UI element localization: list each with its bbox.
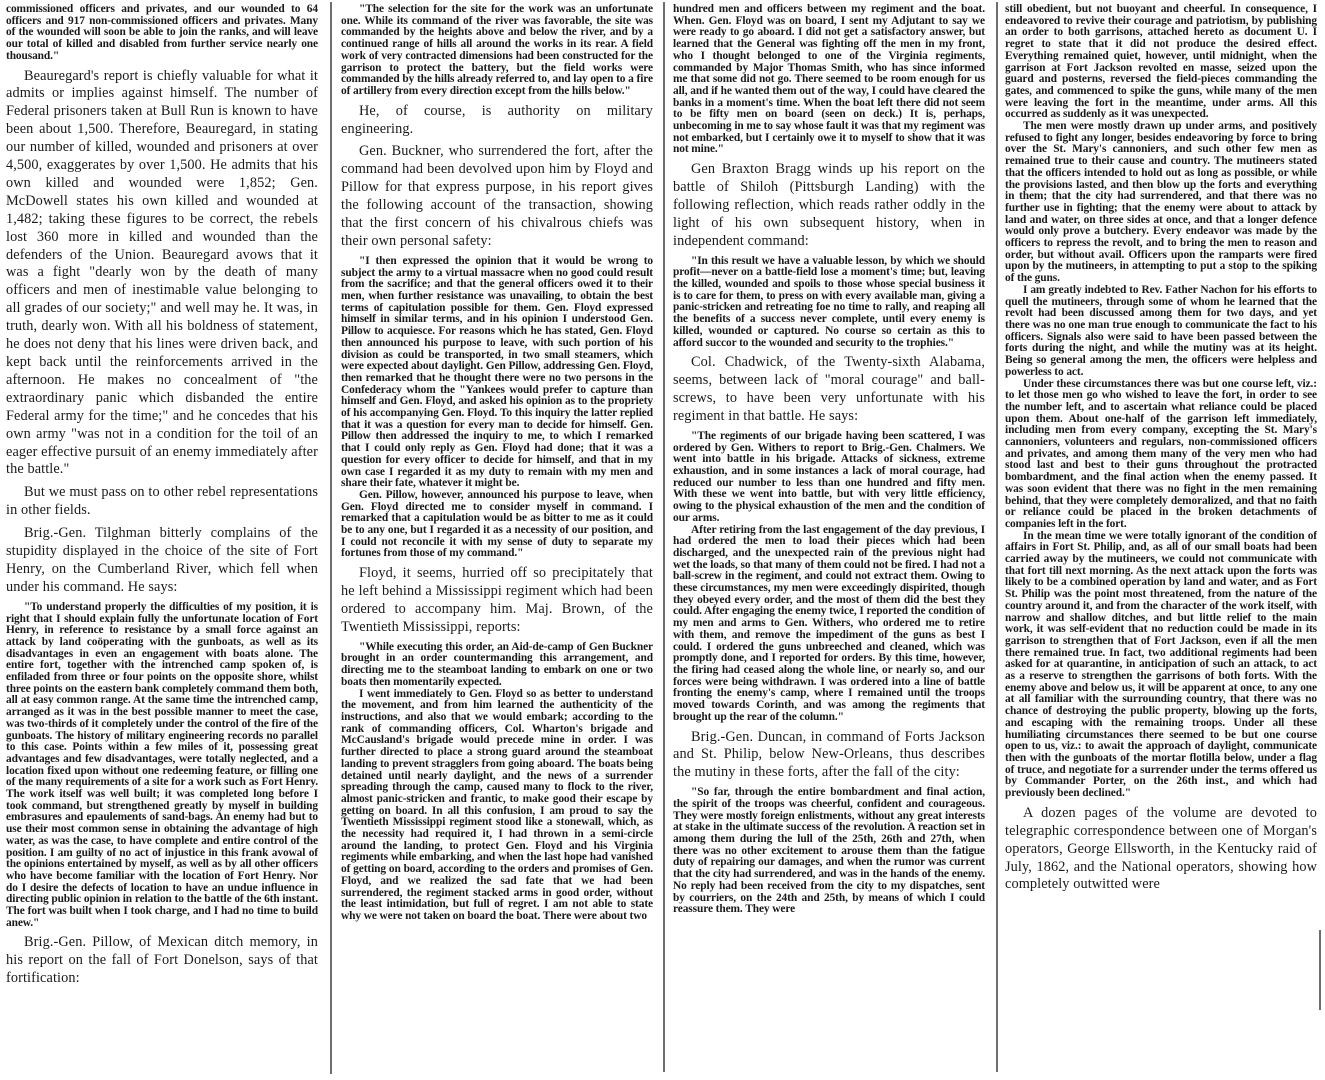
quote-paragraph: hundred men and officers between my regiment and the boat. When. Gen. Floyd was on board, I sent my Adjutant to say we were ready to go aboard. I did not get a satisfactory answer, but learned that the General was fighting off the men in my front, who I thought belonged to one of the Virginia regiments, commanded by Major Thomas Smith, who has since informed me that some did not go. There seemed to be room enough for us all, and if he wanted them out of the way, I could have cleared the banks in a moment's time. When the boat left there did not seem to be fifty men on board (seen on deck.) It is, perhaps, unbecoming in me to say whose fault it was that my regiment was not embarked, but I certainly owe it to myself to show that it was not mine." — [673, 3, 985, 156]
quote-paragraph: "The selection for the site for the work was an unfortunate one. While its command of the river was favorable, the site was commanded by the heights above and below the river, and by a continued range of hills all around the works in its rear. A field work of very contracted dimensions had been constructed for the garrison to protect the battery, but the field works were commanded by the hills already referred to, and lay open to a fire of artillery from every direction except from the hills below." — [341, 3, 653, 97]
column-2 — [341, 4, 653, 923]
body-paragraph: Col. Chadwick, of the Twenty-sixth Alabama, seems, between lack of "moral courage" and ball-screws, to have been very unfortunate with his regiment in that battle. He says: — [673, 354, 985, 425]
quote-paragraph: "So far, through the entire bombardment and final action, the spirit of the troops was cheerful, confident and courageous. They were mostly foreign enlistments, without any great interests at stake in the ultimate success of the revolution. A reaction set in among them during the lull of the 25th, 26th and 27th, when there was no other excitement to arouse them than the fatigue duty of repairing our damages, and when the rumor was current that the city had surrendered, and was in the hands of the enemy. No reply had been received from the city to my dispatches, sent by courriers, on the 24th and 25th, by means of which I could reassure them. They were — [673, 786, 985, 916]
quote-paragraph: Under these circumstances there was but one course left, viz.: to let those men go who wished to leave the fort, in order to see the number left, and to ascertain what reliance could be placed upon them. About one-half of the garrison left immediately, including men from every company, excepting the St. Mary's cannoniers, volunteers and regulars, non-commissioned officers and privates, and among them many of the very men who had stood last and best to their guns throughout the protracted bombardment, and the final action when the enemy passed. It was soon evident that there was no fight in the men remaining behind, that they were completely demoralized, and that no faith or reliance could be placed in the broken detachments of companies left in the fort. — [1005, 377, 1317, 530]
body-paragraph: A dozen pages of the volume are devoted to telegraphic correspondence between one of Morgan's operators, George Ellsworth, in the Kentucky raid of July, 1862, and the National operators, showing how completely outwitted were — [1005, 804, 1317, 893]
column-rule — [996, 2, 998, 1072]
quote-paragraph: "To understand properly the difficulties of my position, it is right that I should explain fully the unfortunate location of Fort Henry, in reference to resistance by a small force against an attack by land coöperating with the gunboats, as well as its disadvantages in even an engagement with boats alone. The entire fort, together with the intrenched camp spoken of, is enfiladed from three or four points on the opposite shore, whilst three points on the eastern bank completely command them both, all at easy common range. At the same time the intrenched camp, arranged as it was in the best possible manner to meet the case, was two-thirds of it completely under the control of the fire of the gunboats. The history of military engineering records no parallel to this case. Points within a few miles of it, possessing great advantages and few disadvantages, were totally neglected, and a location fixed upon without one redeeming feature, or filling one of the many requirements of a site for a work such as Fort Henry. The work itself was well built; it was completed long before I took command, but strengthened greatly by myself in building embrasures and epaulements of sand-bags. An enemy had but to use their most common sense in obtaining the advantage of high water, as was the case, to have complete and entire control of the position. I am guilty of no act of injustice in this frank avowal of the opinions entertained by myself, as well as by all other officers who have become familiar with the location of Fort Henry. Nor do I desire the defects of location to have an undue influence in directing public opinion in relation to the battle of the 6th instant. The fort was built when I took charge, and I had no time to build anew." — [6, 600, 318, 929]
quote-paragraph: After retiring from the last engagement of the day previous, I had ordered the men to load their pieces which had been discharged, and the unexpected rain of the previous night had wet the loads, so that many of them could not be fired. I had not a ball-screw in the regiment, and could not extract them. Owing to these circumstances, my men were exceedingly dispirited, though they obeyed every order, and the most of them did the best they could. After engaging the enemy twice, I reported the condition of my men and arms to Gen. Withers, who ordered me to retire with them, and remove the impediment of the guns as best I could. I ordered the guns unbreeched and cleaned, which was promptly done, and I reported for orders. By this time, however, the firing had ceased along the whole line, or nearly so, and our forces were being withdrawn. I was ordered into a line of battle fronting the enemy's camp, where I remained until the troops moved towards Corinth, and was among the regiments that brought up the rear of the column." — [673, 523, 985, 723]
quote-paragraph: "The regiments of our brigade having been scattered, I was ordered by Gen. Withers to report to Brig.-Gen. Chalmers. We went into battle in his brigade. Attacks of sickness, extreme exhaustion, and in some instances a lack of moral courage, had reduced our number to less than one hundred and fifty men. With these we went into battle, but with very little efficiency, owing to the physical exhaustion of the men and the condition of our arms. — [673, 429, 985, 524]
quote-paragraph: "While executing this order, an Aid-de-camp of Gen Buckner brought in an order countermanding this arrangement, and directing me to the steamboat landing to embark on one or two boats then momentarily expected. — [341, 640, 653, 688]
body-paragraph: Brig.-Gen. Pillow, of Mexican ditch memory, in his report on the fall of Fort Donelson, says of that fortification: — [6, 934, 318, 987]
quote-paragraph: I went immediately to Gen. Floyd so as better to understand the movement, and from him learned the authenticity of the instructions, and also that we would embark; according to the rank of commanding officers, Col. Wharton's brigade and McCausland's brigade would precede mine in order. I was further directed to place a strong guard around the steamboat landing to prevent stragglers from going aboard. The boats being detained until nearly daylight, and the news of a surrender spreading through the camp, caused many to flock to the river, almost panic-stricken and frantic, to make good their escape by getting on board. In all this confusion, I am proud to say the Twentieth Mississippi regiment stood like a stonewall, which, as the necessity had required it, I had thrown in a semi-circle around the landing, to protect Gen. Floyd and his Virginia regiments while embarking, and when the last hope had vanished of getting on board, according to the orders and promises of Gen. Floyd, and we realized the sad fate that we had been surrendered, the regiment stacked arms in good order, without the least intimidation, but full of regret. I am not able to state why we were not taken on board the boat. There were about two — [341, 687, 653, 922]
quote-paragraph: I am greatly indebted to Rev. Father Nachon for his efforts to quell the mutineers, through some of whom he learned that the revolt had been discussed among them for two days, and yet there was no one man true enough to communicate the fact to his officers. Signals also were said to have been passed between the forts during the night, and while the mutiny was at its height. Being so general among the men, the officers were helpless and powerless to act. — [1005, 283, 1317, 378]
quote-paragraph: "In this result we have a valuable lesson, by which we should profit—never on a battle-field lose a moment's time; but, leaving the killed, wounded and spoils to those whose special business it is to care for them, to press on with every available man, giving a panic-stricken and retreating foe no time to rally, and reaping all the benefits of a success never complete, until every enemy is killed, wounded or captured. No course so certain as this to afford succor to the wounded and security to the trophies." — [673, 254, 985, 349]
quote-paragraph: Gen. Pillow, however, announced his purpose to leave, when Gen. Floyd directed me to consider myself in command. I remarked that a capitulation would be as bitter to me as it could be to any one, but I regarded it as a necessity of our position, and I could not reconcile it with my sense of duty to separate my fortunes from those of my command." — [341, 488, 653, 560]
body-paragraph: Gen Braxton Bragg winds up his report on the battle of Shiloh (Pittsburgh Landing) with the following reflection, which reads rather oddly in the light of his own subsequent history, when in independent command: — [673, 161, 985, 249]
quote-paragraph: The men were mostly drawn up under arms, and positively refused to fight any longer, besides endeavoring by force to bring over the St. Mary's cannoniers, and such other few men as remained true to their cause and country. The mutineers stated that the officers intended to hold out as long as possible, or while the provisions lasted, and then blow up the forts and everything in them; that the city had surrendered, and that there was no further use in fighting; that the enemy were about to attack by land and water, on three sides at once, and that a longer defence would only prove a butchery. Every endeavor was made by the officers to repress the revolt, and to bring the men to reason and order, but without avail. Officers upon the ramparts were fired upon by the mutineers, in attempting to put a stop to the spiking of the guns. — [1005, 120, 1317, 285]
body-paragraph: Floyd, it seems, hurried off so precipitately that he left behind a Mississippi regiment which had been ordered to accompany him. Maj. Brown, of the Twentieth Mississippi, reports: — [341, 565, 653, 635]
body-paragraph: Brig.-Gen. Tilghman bitterly complains of the stupidity displayed in the choice of the site of Fort Henry, on the Cumberland River, which fell when under his command. He says: — [6, 525, 318, 595]
body-paragraph: Beauregard's report is chiefly valuable for what it admits or implies against himself. The number of Federal prisoners taken at Bull Run is known to have been about 1,500. Therefore, Beauregard, in stating our number of killed, wounded and prisoners at over 4,500, exaggerates by over 1,500. He admits that his own killed and wounded were 1,852; Gen. McDowell states his own killed and wounded at 1,482; taking these figures to be correct, the rebels lost 360 more in killed and wounded than the defenders of the Union. Beauregard avows that it was a fight "dearly won by the death of many officers and men of inestimable value belonging to all grades of our society;" and well may he. It was, in truth, dearly won. With all his boldness of statement, he does not deny that his lines were driven back, and kept back until the reinforcements arrived in the afternoon. He makes no concealment of "the extraordinary panic which disbanded the entire Federal army for the time;" and he concedes that his own army "was not in a condition for the toil of an eager effective pursuit of an enemy immediately after the battle." — [6, 67, 318, 478]
column-rule — [663, 2, 665, 1072]
column-rule — [1319, 930, 1321, 1010]
body-paragraph: But we must pass on to other rebel representations in other fields. — [6, 484, 318, 519]
body-paragraph: Gen. Buckner, who surrendered the fort, after the command had been devolved upon him by Floyd and Pillow for that express purpose, in his report gives the following account of the transaction, showing that the first concern of his chivalrous chiefs was their own personal safety: — [341, 143, 653, 249]
body-paragraph: He, of course, is authority on military engineering. — [341, 102, 653, 137]
column-rule — [330, 2, 332, 1074]
quote-paragraph: still obedient, but not buoyant and cheerful. In consequence, I endeavored to revive their courage and patriotism, by publishing an order to both garrisons, attached hereto as document U. I regret to state that it did not produce the desired effect. Everything remained quiet, however, until midnight, when the garrison at Fort Jackson revolted en masse, seized upon the guard and posterns, reversed the field-pieces commanding the gates, and commenced to spike the guns, while many of the men were leaving the fort in the meantime, under arms. All this occurred as suddenly as it was unexpected. — [1005, 3, 1317, 121]
column-4 — [1005, 4, 1317, 894]
body-paragraph: Brig.-Gen. Duncan, in command of Forts Jackson and St. Philip, below New-Orleans, thus describes the mutiny in these forts, after the fall of the city: — [673, 728, 985, 781]
quote-paragraph: "I then expressed the opinion that it would be wrong to subject the army to a virtual massacre when no good could result from the sacrifice; and that the general officers owed it to their men, when further resistance was unavailing, to obtain the best terms of capitulation possible for them. Gen. Floyd expressed himself in similar terms, and in his opinion I understood Gen. Pillow to acquiesce. For reasons which he has stated, Gen. Floyd then announced his purpose to leave, with such portion of his division as could be transported, in two small steamers, which were expected about daylight. Gen Pillow, addressing Gen. Floyd, then remarked that he thought there were no two persons in the Confederacy whom the "Yankees would prefer to capture than himself and Gen. Floyd, and asked his opinion as to the propriety of his accompanying Gen. Floyd. To this inquiry the latter replied that it was a question for every man to decide for himself. Gen. Pillow then addressed the inquiry to me, to which I remarked that I could only reply as Gen. Floyd had done; that it was a question for every officer to decide for himself, and that in my own case I regarded it as my duty to remain with my men and share their fate, whatever it might be. — [341, 254, 653, 490]
quote-paragraph: commissioned officers and privates, and our wounded to 64 officers and 917 non-commissioned officers and privates. Many of the wounded will soon be able to join the ranks, and will leave our total of killed and disabled from further service nearly one thousand." — [6, 3, 318, 62]
quote-paragraph: In the mean time we were totally ignorant of the condition of affairs in Fort St. Philip, and, as all of our small boats had been carried away by the mutineers, we could not communicate with that fort till next morning. As the next attack upon the forts was likely to be a combined operation by land and water, and as Fort St. Philip was the point most threatened, from the nature of the country around it, and from the character of the work itself, with narrow and shallow ditches, and but little relief to the main work, it was self-evident that no reduction could be made in its garrison to strengthen that of Fort Jackson, even if all the men there remained true. In fact, two additional regiments had been asked for at quarantine, in anticipation of such an attack, to act as a reserve to strengthen the garrisons of both forts. With the enemy above and below us, it will be apparent at once, to any one at all familiar with the surrounding country, that there was no chance of destroying the public property, blowing up the forts, and escaping with the remaining troops. Under all these humiliating circumstances there seemed to be but one course open to us, viz.: to await the approach of daylight, communicate then with the gunboats of the mortar flotilla below, under a flag of truce, and negotiate for a surrender under the terms offered us by Commander Porter, on the 26th inst., and which had previously been declined." — [1005, 529, 1317, 800]
column-3 — [673, 4, 985, 916]
column-1 — [6, 4, 318, 988]
